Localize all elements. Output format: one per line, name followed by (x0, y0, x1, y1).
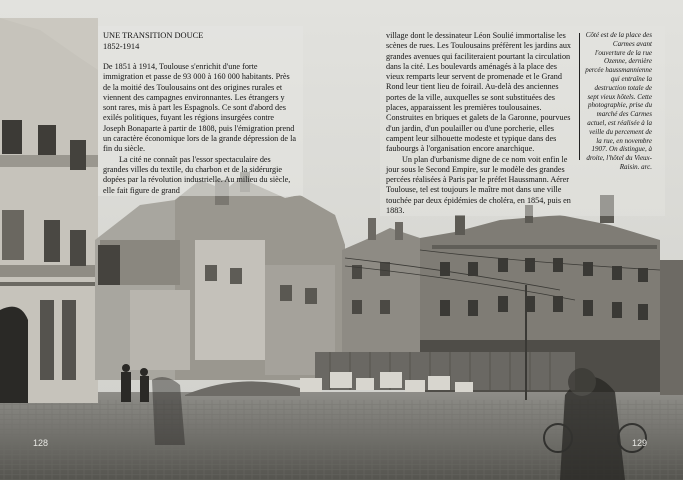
paragraph-right-1: village dont le dessinateur Léon Soulié immortalise les scènes de rues. Les Toulousains préfèrent les jardins aux grandes avenues qui faciliteraient pourtant la circulation dans la cité. Les boulevards aménagés à la place des vieux remparts leur servent de promenade et le Grand Rond leur tient lieu de foirail. Au-delà des anciennes portes de la ville, auxquelles se sont substituées des places, apparaissent les premières toulousaines. Construites en briques et galets de la Garonne, pourvues d'un jardin, d'un poulailler ou d'une porcherie, elles campent leur silhouette modeste et typique dans des faubourgs à l'organisation encore anarchique. (386, 31, 572, 154)
article-heading (103, 31, 203, 52)
paragraph-left-2: La cité ne connaît pas l'essor spectaculaire des grandes villes du textile, du charbon et de la sidérurgie dopées par la révolution industrielle. Au milieu du siècle, elle fait figure de grand (103, 154, 291, 195)
paragraph-right-2: Un plan d'urbanisme digne de ce nom voit enfin le jour sous le Second Empire, sur le modèle des grandes percées réalisées à Paris par le préfet Haussmann. Aérer Toulouse, tel est toujours le maître mot dans une ville touchée par deux épidémies de choléra, en 1854, puis en 1883. (386, 154, 571, 216)
photo-caption (584, 31, 652, 172)
article-period: 1852-1914 (103, 41, 140, 51)
paragraph-left-1: De 1851 à 1914, Toulouse s'enrichit d'une forte immigration et passe de 93 000 à 160 000 habitants. Près de la moitié des Toulousains ont des origines rurales et viennent des campagnes environnantes. Les étrangers y sont rares, mis à part les Espagnols. Ce sont d'abord des exilés politiques, fuyant les régions insurgées contre Joseph Bonaparte à partir de 1808, puis l'émigration prend un caractère économique lors de la grande dépression de la fin du siècle. (103, 62, 297, 154)
text-column-right (386, 31, 572, 216)
caption-text: Côté est de la place des Carmes avant l'ouverture de la rue Ozenne, dernière percée haussmannienne qui entraîne la destruction totale de sept vieux hôtels. Cette photographie, prise du marché des Carmes actuel, est réalisée à la veille du percement de la rue, en novembre 1907. On distingue, à droite, l'hôtel du Vieux-Raisin. (585, 31, 652, 171)
page-number-left: 128 (33, 438, 49, 448)
caption-divider (579, 33, 580, 160)
left-building (0, 18, 98, 403)
page-number-right: 129 (632, 438, 648, 448)
text-column-left (103, 62, 297, 196)
article-title: UNE TRANSITION DOUCE (103, 31, 204, 40)
caption-credit: arc. (641, 162, 652, 171)
